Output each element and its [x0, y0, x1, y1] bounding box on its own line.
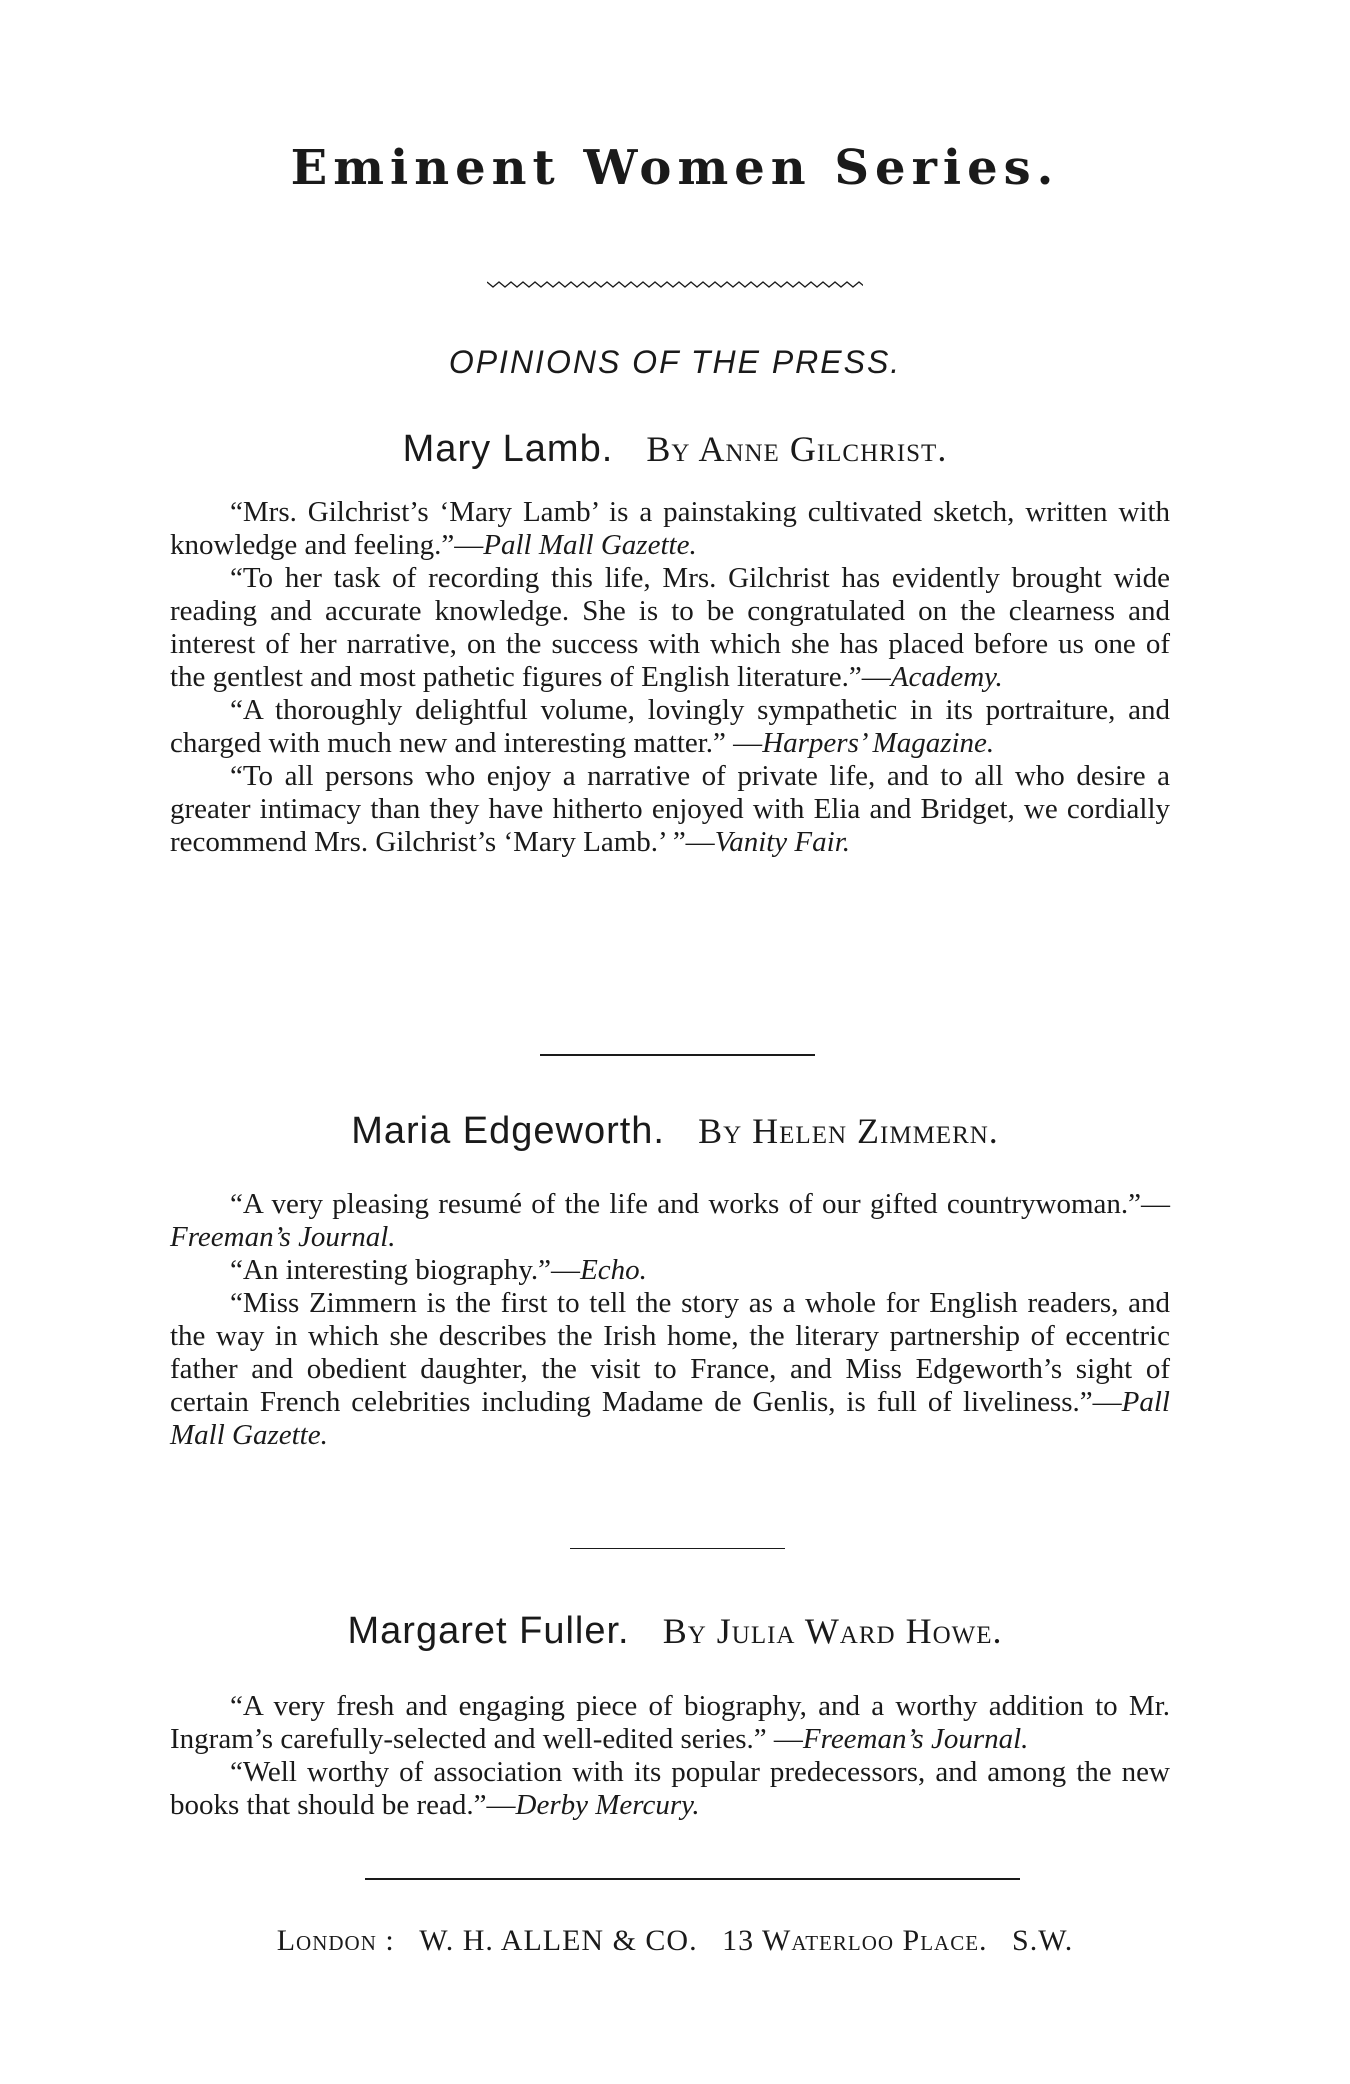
review: “Miss Zimmern is the first to tell the story as a whole for English readers, and the way in which she describes the Irish home, the literary partnership of eccentric father and obedient daughter, the visit to France, and Miss Edgeworth’s sight of certain French celebrities including Madame de Genlis, is full of liveliness.”—Pall Mall Gazette. [170, 1287, 1170, 1451]
review: “Well worthy of association with its popular predecessors, and among the new books that should be read.”—Derby Mercury. [170, 1756, 1170, 1821]
review-source: Vanity Fair. [714, 826, 851, 858]
reviews-mary-lamb [170, 496, 1170, 859]
book-title: Mary Lamb. [402, 428, 614, 470]
review-source: Harpers’ Magazine. [762, 727, 995, 759]
reviews-margaret-fuller [170, 1690, 1170, 1822]
review-source: Academy. [890, 661, 1003, 693]
review: “Mrs. Gilchrist’s ‘Mary Lamb’ is a painstaking cultivated sketch, written with knowledge and feeling.”—Pall Mall Gazette. [170, 496, 1170, 561]
reviews-maria-edgeworth [170, 1188, 1170, 1452]
review: “A very pleasing resumé of the life and works of our gifted countrywoman.”—Freeman’s Journal. [170, 1188, 1170, 1253]
section-divider [570, 1548, 785, 1549]
section-divider [540, 1054, 815, 1056]
review: “A thoroughly delightful volume, lovingly sympathetic in its portraiture, and charged with much new and interesting matter.” —Harpers’ Magazine. [170, 694, 1170, 759]
imprint-city: London : [276, 1924, 395, 1957]
book-heading-margaret-fuller [0, 1610, 1350, 1653]
imprint-district: S.W. [1012, 1924, 1074, 1957]
imprint-address: 13 Waterloo Place. [722, 1924, 988, 1957]
book-author: By Helen Zimmern. [698, 1111, 999, 1151]
review: “An interesting biography.”—Echo. [230, 1254, 647, 1286]
book-author: By Anne Gilchrist. [646, 429, 948, 469]
footer-divider [365, 1878, 1020, 1880]
book-heading-maria-edgeworth [0, 1110, 1350, 1153]
imprint-publisher: W. H. ALLEN & CO. [419, 1924, 698, 1957]
review-source: Freeman’s Journal. [170, 1221, 396, 1253]
review: “A very fresh and engaging piece of biography, and a worthy addition to Mr. Ingram’s carefully-selected and well-edited series.” —Freeman’s Journal. [170, 1690, 1170, 1755]
review: “To her task of recording this life, Mrs. Gilchrist has evidently brought wide reading and accurate knowledge. She is to be congratulated on the clearness and interest of her narrative, on the success with which she has placed before us one of the gentlest and most pathetic figures of English literature.”—Academy. [170, 562, 1170, 693]
series-title: Eminent Women Series. [290, 140, 1060, 196]
opinions-heading: OPINIONS OF THE PRESS. [448, 344, 902, 380]
review-source: Derby Mercury. [515, 1789, 700, 1821]
review-source: Echo. [580, 1254, 647, 1286]
review-source: Pall Mall Gazette. [483, 529, 697, 561]
book-heading-mary-lamb [0, 428, 1350, 471]
wavy-ornament [487, 278, 863, 290]
review-source: Freeman’s Journal. [802, 1723, 1029, 1755]
book-author: By Julia Ward Howe. [662, 1611, 1003, 1651]
book-title: Maria Edgeworth. [351, 1110, 665, 1152]
publisher-imprint [0, 1924, 1350, 1958]
book-title: Margaret Fuller. [347, 1610, 630, 1652]
review: “To all persons who enjoy a narrative of private life, and to all who desire a greater intimacy than they have hitherto enjoyed with Elia and Bridget, we cordially recommend Mrs. Gilchrist’s ‘Mary Lamb.’ ”—Vanity Fair. [170, 760, 1170, 858]
review-source: Pall Mall Gazette. [170, 1386, 1170, 1451]
